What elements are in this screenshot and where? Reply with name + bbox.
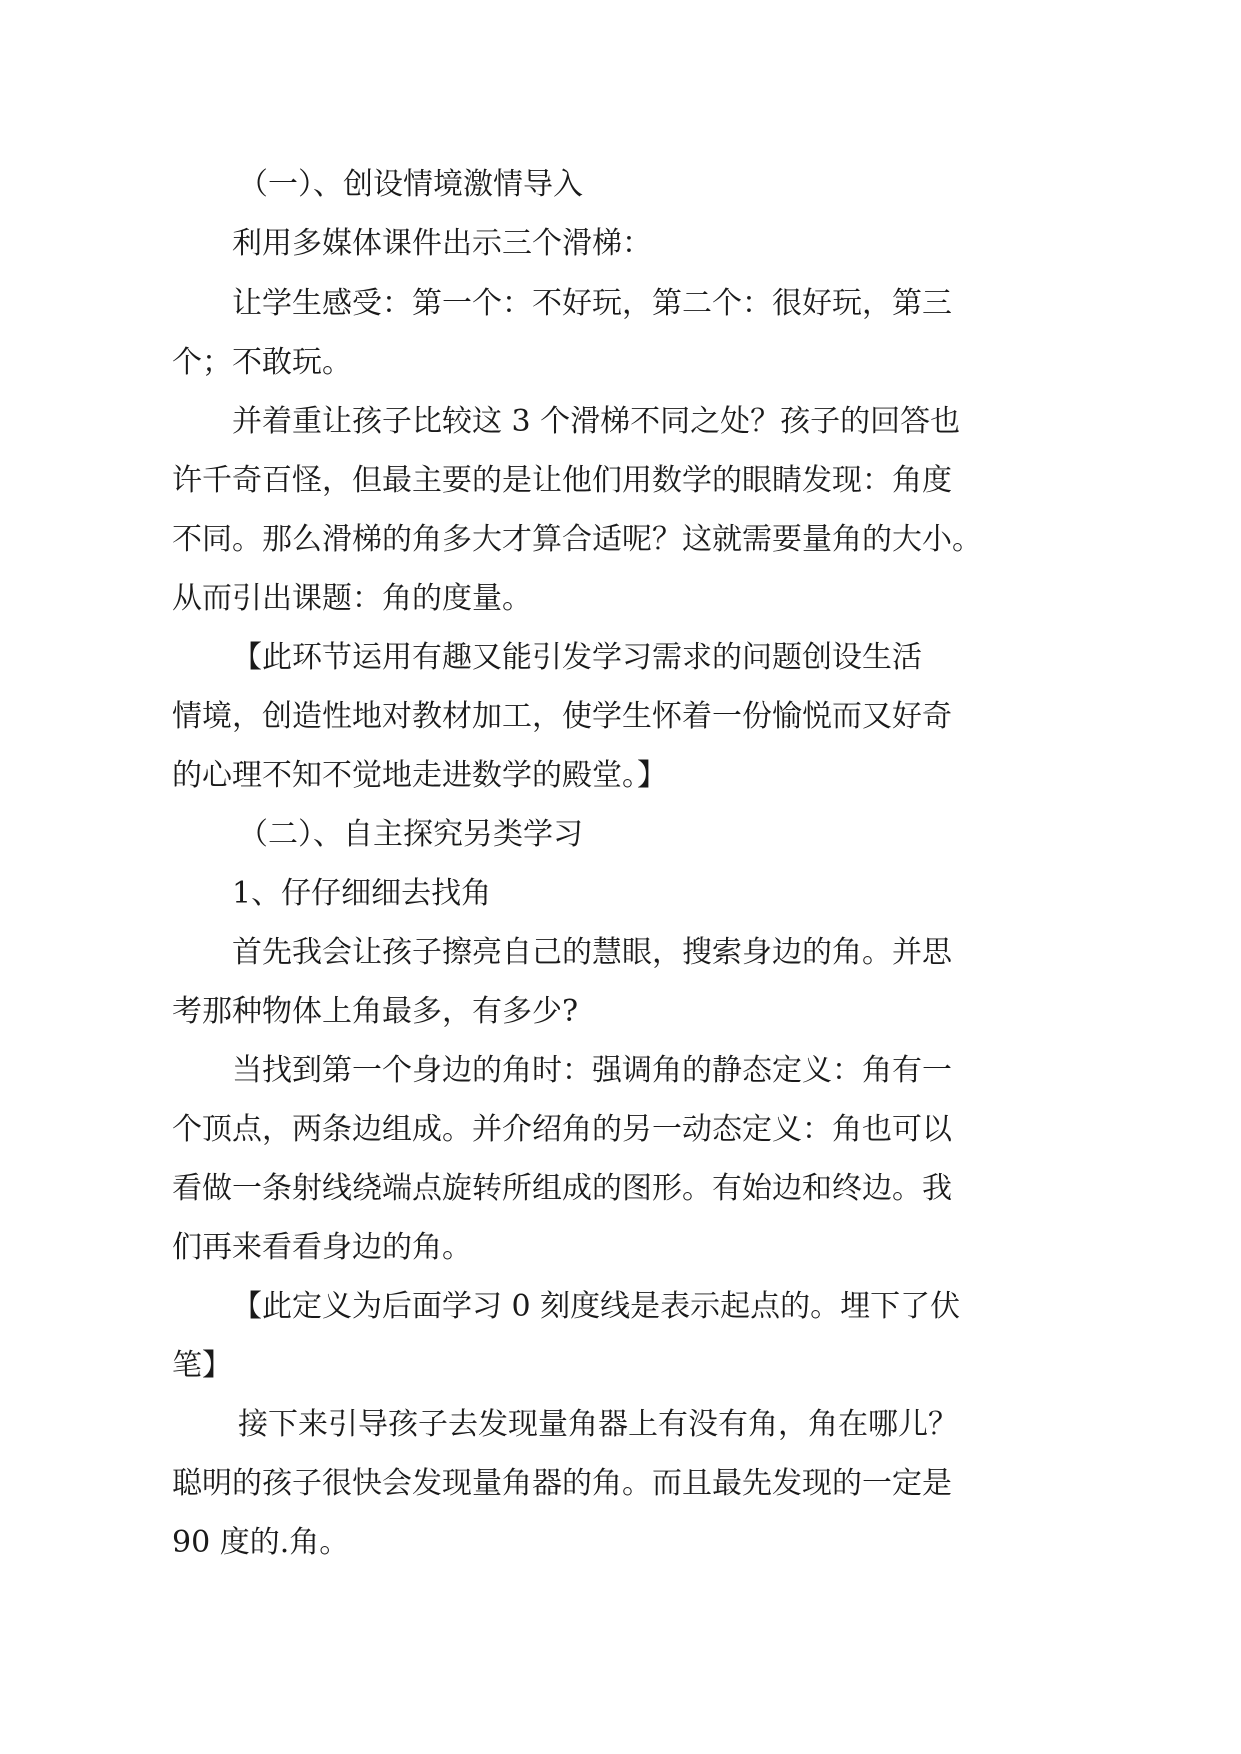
paragraph-line: 个；不敢玩。 [172,345,352,380]
paragraph-line: 考那种物体上角最多，有多少? [172,994,579,1029]
subsection-heading: 1、仔仔细细去找角 [232,876,492,911]
paragraph-line: 们再来看看身边的角。 [172,1230,472,1265]
paragraph-line: 看做一条射线绕端点旋转所组成的图形。有始边和终边。我 [172,1171,952,1206]
paragraph-line: 利用多媒体课件出示三个滑梯： [232,226,652,261]
annotation-line: 的心理不知不觉地走进数学的殿堂。】 [172,758,667,793]
paragraph-line: 首先我会让孩子擦亮自己的慧眼，搜索身边的角。并思 [232,935,952,970]
paragraph-line: 从而引出课题：角的度量。 [172,581,532,616]
paragraph-line: 个顶点，两条边组成。并介绍角的另一动态定义：角也可以 [172,1112,952,1147]
paragraph-line: 许千奇百怪，但最主要的是让他们用数学的眼睛发现：角度 [172,463,952,498]
section-heading-1: （一）、创设情境激情导入 [238,167,583,202]
paragraph-line: 让学生感受：第一个：不好玩，第二个：很好玩，第三 [232,286,952,321]
annotation-line: 笔】 [172,1348,232,1383]
paragraph-line: 不同。那么滑梯的角多大才算合适呢？这就需要量角的大小。 [172,522,982,557]
paragraph-line: 并着重让孩子比较这 3 个滑梯不同之处？孩子的回答也 [232,404,961,439]
paragraph-line: 当找到第一个身边的角时：强调角的静态定义：角有一 [232,1053,952,1088]
annotation-line: 情境，创造性地对教材加工，使学生怀着一份愉悦而又好奇 [172,699,952,734]
annotation-line: 【此环节运用有趣又能引发学习需求的问题创设生活 [232,640,922,675]
paragraph-line: 接下来引导孩子去发现量角器上有没有角，角在哪儿？ [238,1407,958,1442]
section-heading-2: （二）、自主探究另类学习 [238,817,583,852]
paragraph-line: 聪明的孩子很快会发现量角器的角。而且最先发现的一定是 [172,1466,952,1501]
paragraph-line: 90 度的.角。 [172,1525,350,1560]
annotation-line: 【此定义为后面学习 0 刻度线是表示起点的。埋下了伏 [232,1289,961,1324]
